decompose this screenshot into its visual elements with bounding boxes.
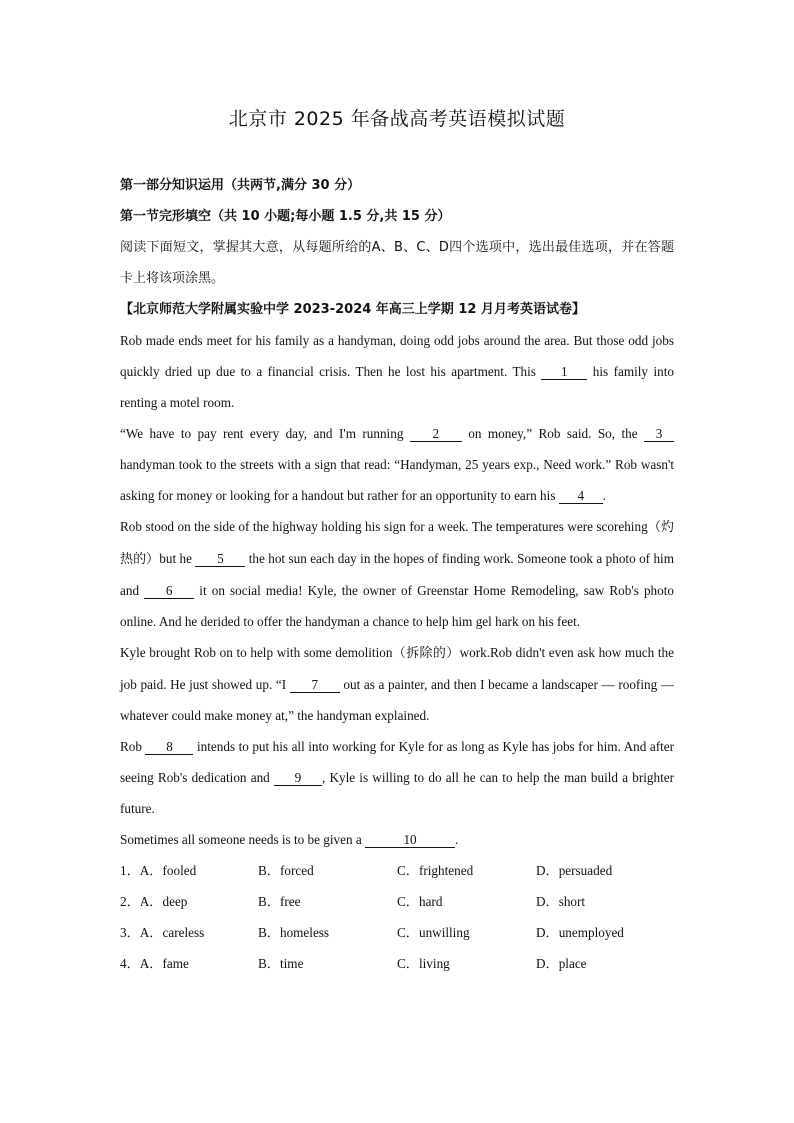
blank-4: 4 — [559, 488, 603, 504]
passage-text: Rob — [120, 739, 146, 754]
passage-text: Sometimes all someone needs is to be given a — [120, 832, 366, 847]
chinese-gloss: （拆除的） — [392, 646, 460, 661]
blank-6: 6 — [144, 583, 194, 599]
passage-text: . — [455, 832, 459, 847]
option-b: B．homeless — [258, 925, 330, 940]
passage-paragraph-3 — [120, 511, 674, 637]
passage-paragraph-6 — [120, 824, 674, 855]
source-note: 【北京师范大学附属实验中学 2023-2024 年高三上学期 12 月月考英语试卷】 — [120, 302, 585, 317]
option-c: C．living — [397, 956, 450, 971]
blank-10: 10 — [365, 832, 455, 848]
passage-text: but he — [159, 551, 196, 566]
passage-text: his family into renting a motel room. — [120, 364, 674, 410]
question-4-options — [120, 948, 674, 979]
passage-text: handyman took to the streets with a sign that read: “Handyman, 25 years exp., Need work.” Rob wasn't asking for money or looking for a handout but rather for an opportunity to earn his — [120, 457, 674, 503]
option-b: B．time — [258, 956, 304, 971]
option-a: deep — [162, 894, 188, 909]
page-title: 北京市 2025 年备战高考英语模拟试题 — [228, 108, 566, 130]
passage-text: Kyle brought Rob on to help with some demolition — [120, 645, 393, 660]
option-c: C．frightened — [397, 863, 474, 878]
passage-paragraph-1 — [120, 325, 674, 418]
option-a: fooled — [162, 863, 197, 878]
passage-text: Rob made ends meet for his family as a handyman, doing odd jobs around the area. But those odd jobs quickly dried up due to a financial crisis. Then he lost his apartment. This — [120, 333, 674, 379]
instructions: 阅读下面短文，掌握其大意，从每题所给的A、B、C、D四个选项中，选出最佳选项，并在答题卡上将该项涂黑。 — [120, 240, 674, 286]
passage-text: work.Rob didn't even ask how much the job paid. He just showed up. “I — [120, 645, 674, 692]
part-heading: 第一部分知识运用（共两节,满分 30 分） — [120, 178, 361, 193]
blank-9: 9 — [274, 770, 322, 786]
option-a: careless — [162, 925, 205, 940]
option-d: D．place — [536, 956, 587, 971]
option-d: D．persuaded — [536, 863, 613, 878]
document-body — [120, 170, 674, 979]
passage-text: out as a painter, and then I became a landscaper — roofing — whatever could make money at,” the handyman explained. — [120, 677, 674, 723]
option-d: D．short — [536, 894, 586, 909]
option-d: D．unemployed — [536, 925, 624, 940]
passage-text: intends to put his all into working for Kyle for as long as Kyle has jobs for him. And after seeing Rob's dedication and — [120, 739, 674, 785]
passage-paragraph-4 — [120, 637, 674, 731]
question-number: 2．A． — [120, 894, 163, 909]
passage-text: , Kyle is willing to do all he can to help the man build a brighter future. — [120, 770, 674, 816]
passage-text: on money,” Rob said. So, the — [461, 426, 645, 441]
section-heading: 第一节完形填空（共 10 小题;每小题 1.5 分,共 15 分） — [120, 209, 451, 224]
chinese-gloss: （灼热的） — [120, 520, 674, 567]
blank-7: 7 — [290, 677, 340, 693]
passage-text: it on social media! Kyle, the owner of Greenstar Home Remodeling, saw Rob's photo online. And he derided to offer the handyman a chance to help him gel hark on his feet. — [120, 583, 675, 629]
passage-paragraph-5 — [120, 731, 674, 824]
blank-1: 1 — [541, 364, 587, 380]
option-a: fame — [162, 956, 189, 971]
question-number: 1．A． — [120, 863, 163, 878]
question-1-options — [120, 855, 674, 886]
option-c: C．unwilling — [397, 925, 470, 940]
passage-paragraph-2 — [120, 418, 674, 511]
option-b: B．free — [258, 894, 301, 909]
option-b: B．forced — [258, 863, 314, 878]
blank-8: 8 — [145, 739, 193, 755]
passage-text: the hot sun each day in the hopes of finding work. Someone took a photo of him and — [120, 551, 674, 598]
question-number: 3．A． — [120, 925, 163, 940]
question-2-options — [120, 886, 674, 917]
passage-text: . — [602, 488, 607, 503]
blank-5: 5 — [195, 551, 245, 567]
option-c: C．hard — [397, 894, 443, 909]
passage-text: “We have to pay rent every day, and I'm running — [120, 426, 410, 441]
blank-2: 2 — [410, 426, 462, 442]
question-3-options — [120, 917, 674, 948]
question-number: 4．A． — [120, 956, 163, 971]
blank-3: 3 — [644, 426, 674, 442]
passage-text: Rob stood on the side of the highway holding his sign for a week. The temperatures were scorehing — [120, 519, 648, 534]
